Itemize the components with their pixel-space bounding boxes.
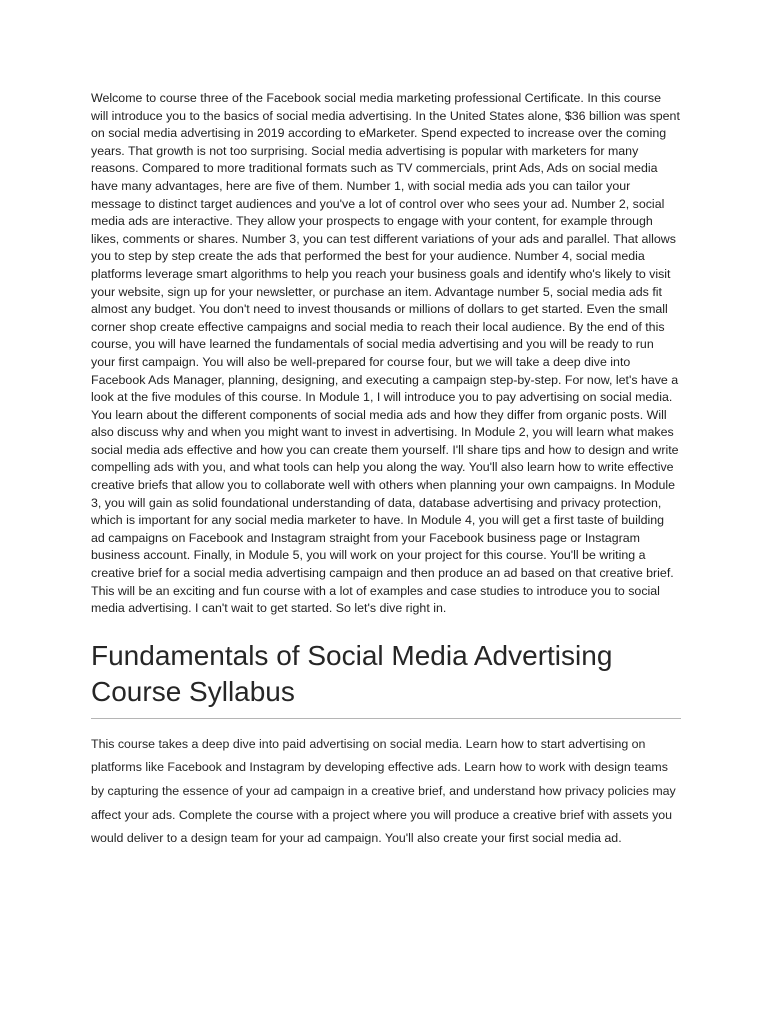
syllabus-heading: Fundamentals of Social Media Advertising Course Syllabus	[91, 639, 613, 707]
syllabus-description-paragraph: This course takes a deep dive into paid advertising on social media. Learn how to start advertising on platforms like Facebook and Instagram by developing effective ads. Learn how to work with design teams by capturing the essence of your ad campaign in a creative brief, and understand how privacy policies may affect your ads. Complete the course with a project where you will produce a creative brief with assets you would deliver to a design team for your ad campaign. You'll also create your first social media ad.	[91, 736, 676, 846]
document-page	[91, 90, 681, 851]
heading-divider	[91, 718, 681, 719]
course-transcript-paragraph: Welcome to course three of the Facebook social media marketing professional Certificate. In this course will introduce you to the basics of social media advertising. In the United States alone, $36 billion was spent on social media advertising in 2019 according to eMarketer. Spend expected to increase over the coming years. That growth is not too surprising. Social media advertising is popular with marketers for many reasons. Compared to more traditional formats such as TV commercials, print Ads, Ads on social media have many advantages, here are five of them. Number 1, with social media ads you can tailor your message to distinct target audiences and you've a lot of control over who sees your ad. Number 2, social media ads are interactive. They allow your prospects to engage with your content, for example through likes, comments or shares. Number 3, you can test different variations of your ads and parallel. That allows you to step by step create the ads that performed the best for your audience. Number 4, social media platforms leverage smart algorithms to help you reach your business goals and identify who's likely to visit your website, sign up for your newsletter, or purchase an item. Advantage number 5, social media ads fit almost any budget. You don't need to invest thousands or millions of dollars to get started. Even the small corner shop create effective campaigns and social media to reach their local audience. By the end of this course, you will have learned the fundamentals of social media advertising and you will be ready to run your first campaign. You will also be well-prepared for course four, but we will take a deep dive into Facebook Ads Manager, planning, designing, and executing a campaign step-by-step. For now, let's have a look at the five modules of this course. In Module 1, I will introduce you to pay advertising on social media. You learn about the different components of social media ads and how they differ from organic posts. Will also discuss why and when you might want to invest in advertising. In Module 2, you will learn what makes social media ads effective and how you can create them yourself. I'll share tips and how to design and write compelling ads with you, and what tools can help you along the way. You'll also learn how to write effective creative briefs that allow you to collaborate well with others when planning your own campaigns. In Module 3, you will gain as solid foundational understanding of data, database advertising and privacy protection, which is important for any social media marketer to have. In Module 4, you will get a first taste of building ad campaigns on Facebook and Instagram straight from your Facebook business page or Instagram business account. Finally, in Module 5, you will work on your project for this course. You'll be writing a creative brief for a social media advertising campaign and then produce an ad based on that creative brief. This will be an exciting and fun course with a lot of examples and case studies to introduce you to social media advertising. I can't wait to get started. So let's dive right in.	[91, 91, 680, 616]
